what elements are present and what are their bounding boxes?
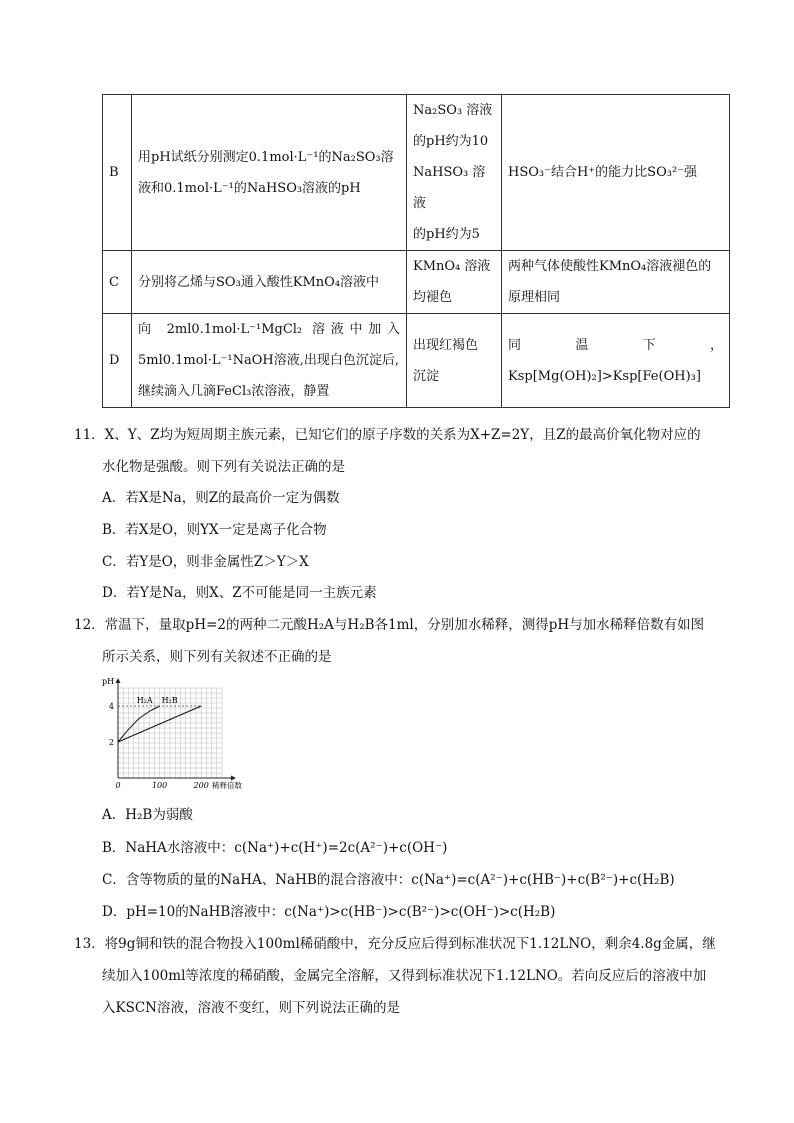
q13-line2: 续加入100ml等浓度的稀硝酸，金属完全溶解，又得到标准状况下1.12LNO。若向反应后的溶液中加 (102, 968, 707, 984)
q11-stem-line2: 水化物是强酸。则下列有关说法正确的是 (102, 459, 345, 475)
phenomenon-cell (407, 251, 502, 314)
q13-line1: 13．将9g铜和铁的混合物投入100ml稀硝酸中，充分反应后得到标准状况下1.12LNO，剩余4.8g金属，继 (74, 936, 716, 952)
phenomenon-line: 的pH约为10 (413, 134, 489, 149)
y-axis-arrow (116, 678, 121, 683)
q13-line3: 入KSCN溶液，溶液不变红，则下列说法正确的是 (102, 1000, 400, 1016)
table-row (103, 314, 730, 408)
conclusion-cell (502, 314, 730, 408)
conclusion-line: 同 温 下 ， (508, 337, 723, 353)
row-label: C (103, 251, 132, 314)
q12-option-c: C．含等物质的量的NaHA、NaHB的混合溶液中：c(Na⁺)=c(A²⁻)+c(HB⁻)+c(B²⁻)+c(H₂B) (102, 872, 675, 888)
q12-option-d: D．pH=10的NaHB溶液中：c(Na⁺)>c(HB⁻)>c(B²⁻)>c(OH⁻)>c(H₂B) (102, 904, 556, 920)
conclusion-line: Ksp[Mg(OH)₂]>Ksp[Fe(OH)₃] (508, 368, 701, 384)
phenomenon-line: 的pH约为5 (413, 227, 480, 242)
y-tick-label: 4 (108, 702, 114, 711)
q12-stem-line1: 12．常温下，量取pH=2的两种二元酸H₂A与H₂B各1ml，分别加水稀释，测得pH与加水稀释倍数有如图 (74, 617, 705, 633)
operation-cell: 用pH试纸分别测定0.1mol·L⁻¹的Na₂SO₃溶液和0.1mol·L⁻¹的NaHSO₃溶液的pH (132, 95, 407, 251)
q12-stem-line2: 所示关系，则下列有关叙述不正确的是 (102, 649, 332, 665)
x-axis-label: 稀释倍数 (212, 781, 242, 790)
phenomenon-cell (407, 314, 502, 408)
q11-stem-line1: 11．X、Y、Z均为短周期主族元素，已知它们的原子序数的关系为X+Z=2Y，且Z的最高价氧化物对应的 (74, 427, 701, 443)
phenomenon-line: 均褪色 (413, 290, 453, 305)
ph-dilution-chart (100, 674, 250, 792)
phenomenon-line: KMnO₄ 溶液 (413, 259, 491, 274)
q11-option-b: B．若X是O，则YX一定是离子化合物 (102, 522, 327, 538)
operation-cell (132, 314, 407, 408)
table-row (103, 251, 730, 314)
row-label: B (103, 95, 132, 251)
phenomenon-line: 沉淀 (413, 368, 440, 384)
x-tick-label: 200 (193, 781, 209, 790)
series-label-h2b: H₂B (161, 696, 178, 705)
series-label-h2a: H₂A (136, 696, 153, 705)
x-tick-label: 100 (151, 781, 168, 790)
operation-line: 向 2ml0.1mol·L⁻¹MgCl₂ 溶液中加入 (138, 322, 400, 337)
y-axis-label: pH (102, 677, 115, 686)
q12-option-b: B．NaHA水溶液中：c(Na⁺)+c(H⁺)=2c(A²⁻)+c(OH⁻) (102, 840, 448, 856)
operation-line: 5ml0.1mol·L⁻¹NaOH溶液,出现白色沉淀后, (138, 353, 399, 368)
conclusion-cell: HSO₃⁻结合H⁺的能力比SO₃²⁻强 (502, 95, 730, 251)
phenomenon-line: 出现红褐色 (413, 337, 479, 353)
conclusion-cell: 两种气体使酸性KMnO₄溶液褪色的原理相同 (502, 251, 730, 314)
x-tick-label: 0 (115, 781, 121, 790)
phenomenon-line: NaHSO₃ 溶液 (413, 165, 486, 211)
experiment-table (102, 94, 730, 408)
q11-option-a: A．若X是Na，则Z的最高价一定为偶数 (102, 490, 340, 506)
operation-line: 继续滴入几滴FeCl₃浓溶液，静置 (138, 384, 330, 399)
q12-option-a: A．H₂B为弱酸 (102, 807, 193, 823)
y-tick-label: 2 (108, 738, 114, 747)
chart-ticks (109, 702, 209, 790)
q11-option-d: D．若Y是Na，则X、Z不可能是同一主族元素 (102, 585, 377, 601)
operation-cell: 分别将乙烯与SO₃通入酸性KMnO₄溶液中 (132, 251, 407, 314)
q11-option-c: C．若Y是O，则非金属性Z＞Y＞X (102, 554, 309, 570)
x-axis-arrow (231, 776, 236, 781)
phenomenon-line: Na₂SO₃ 溶液 (413, 103, 493, 118)
row-label: D (103, 314, 132, 408)
phenomenon-cell (407, 95, 502, 251)
table-row (103, 95, 730, 251)
